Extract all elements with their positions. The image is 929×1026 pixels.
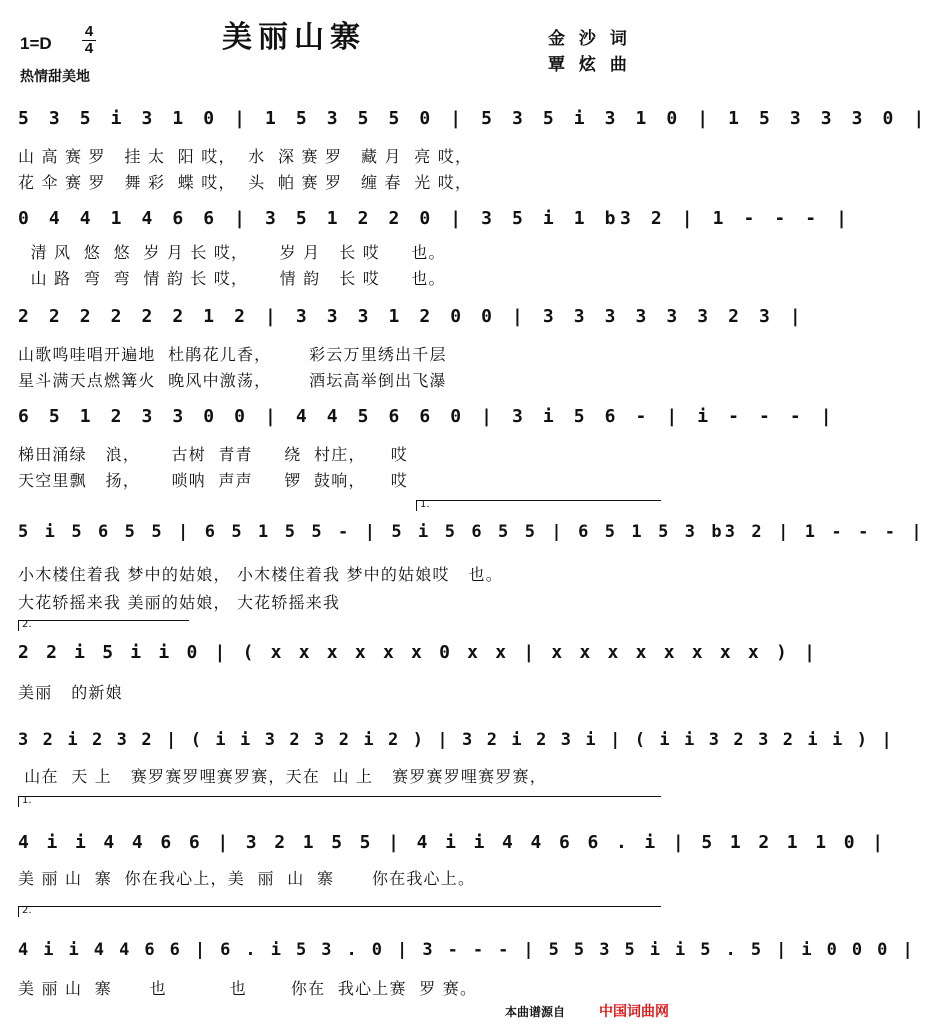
lyric-row-1-verse-1: 山 高 赛 罗 挂 太 阳 哎， 水 深 赛 罗 藏 月 亮 哎，	[18, 147, 473, 166]
meter-bottom: 4	[84, 40, 94, 57]
volta-label: 1.	[420, 499, 430, 510]
volta-label: 2.	[22, 619, 32, 630]
staff-row-4	[18, 398, 837, 432]
staff-row-8	[18, 824, 887, 858]
key-signature: 1=D	[20, 34, 52, 53]
staff-row-5	[18, 514, 925, 548]
time-signature	[82, 24, 96, 57]
lyric-row-7: 山在 天 上 赛罗赛罗哩赛罗赛，天在 山 上 赛罗赛罗哩赛罗赛，	[18, 767, 547, 786]
lyric-row-2-verse-2: 山 路 弯 弯 情 韵 长 哎， 情 韵 长 哎 也。	[18, 269, 446, 288]
tempo-marking: 热情甜美地	[20, 69, 90, 85]
lyric-row-3-verse-1: 山歌鸣哇唱开遍地 杜鹃花儿香， 彩云万里绣出千层	[18, 345, 447, 364]
composer-credit: 覃 炫 曲	[548, 55, 631, 75]
notes-row-8: 4 i i 4 4 6 6 | 3 2 1 5 5 | 4 i i 4 4 6 6 . i | 5 1 2 1 1 0 |	[18, 832, 887, 853]
notes-row-9: 4 i i 4 4 6 6 | 6 . i 5 3 . 0 | 3 - - - | 5 5 3 5 i i 5 . 5 | i 0 0 0 |	[18, 940, 916, 960]
footer-source: 本曲谱源自	[504, 1005, 565, 1019]
meter-top: 4	[84, 23, 94, 40]
lyric-row-1-verse-2: 花 伞 赛 罗 舞 彩 蝶 哎， 头 帕 赛 罗 缠 春 光 哎，	[18, 173, 473, 192]
lyric-row-9: 美 丽 山 寨 也 也 你在 我心上赛 罗 赛。	[18, 979, 478, 998]
notes-row-7: 3 2 i 2 3 2 | ( i i 3 2 3 2 i 2 ) | 3 2 i 2 3 i | ( i i 3 2 3 2 i i ) |	[18, 730, 894, 750]
lyric-row-4-verse-1: 梯田涌绿 浪， 古树 青青 绕 村庄， 哎	[18, 445, 409, 464]
staff-row-7	[18, 722, 894, 756]
lyric-row-3-verse-2: 星斗满天点燃篝火 晚风中激荡， 酒坛高举倒出飞瀑	[18, 371, 447, 390]
footer-site-link[interactable]: 中国词曲网	[599, 1004, 669, 1020]
lyric-row-8: 美 丽 山 寨 你在我心上，美 丽 山 寨 你在我心上。	[18, 869, 476, 888]
volta-second-ending-a	[18, 620, 189, 631]
notes-row-2: 0 4 4 1 4 6 6 | 3 5 1 2 2 0 | 3 5 i 1 b3 2 | 1 - - - |	[18, 208, 852, 229]
staff-row-9	[18, 932, 916, 966]
notes-row-4: 6 5 1 2 3 3 0 0 | 4 4 5 6 6 0 | 3 i 5 6 - | i - - - |	[18, 406, 837, 427]
staff-row-3	[18, 298, 806, 332]
notes-row-5: 5 i 5 6 5 5 | 6 5 1 5 5 - | 5 i 5 6 5 5 | 6 5 1 5 3 b3 2 | 1 - - - |	[18, 522, 925, 542]
lyric-row-2-verse-1: 清 风 悠 悠 岁 月 长 哎， 岁 月 长 哎 也。	[18, 243, 446, 262]
volta-label: 1.	[22, 795, 32, 806]
volta-first-ending-b	[18, 796, 661, 807]
staff-row-2	[18, 200, 852, 234]
volta-second-ending-b	[18, 906, 661, 917]
notes-row-6: 2 2 i 5 i i 0 | ( x x x x x x 0 x x | x x x x x x x x ) |	[18, 642, 819, 663]
staff-row-6	[18, 634, 819, 668]
volta-first-ending-a	[416, 500, 661, 511]
lyric-row-6: 美丽 的新娘	[18, 683, 123, 702]
notes-row-3: 2 2 2 2 2 2 1 2 | 3 3 3 1 2 0 0 | 3 3 3 3 3 3 2 3 |	[18, 306, 806, 327]
notes-row-1: 5 3 5 i 3 1 0 | 1 5 3 5 5 0 | 5 3 5 i 3 1 0 | 1 5 3 3 3 0 |	[18, 108, 929, 129]
lyric-row-5-verse-2: 大花轿摇来我 美丽的姑娘， 大花轿摇来我	[18, 593, 341, 612]
lyric-row-5-verse-1: 小木楼住着我 梦中的姑娘， 小木楼住着我 梦中的姑娘哎 也。	[18, 565, 503, 584]
volta-label: 2.	[22, 905, 32, 916]
song-title: 美丽山寨	[222, 20, 366, 55]
staff-row-1	[18, 100, 929, 134]
lyric-row-4-verse-2: 天空里飘 扬， 唢呐 声声 锣 鼓响， 哎	[18, 471, 409, 490]
lyricist-credit: 金 沙 词	[548, 29, 631, 49]
